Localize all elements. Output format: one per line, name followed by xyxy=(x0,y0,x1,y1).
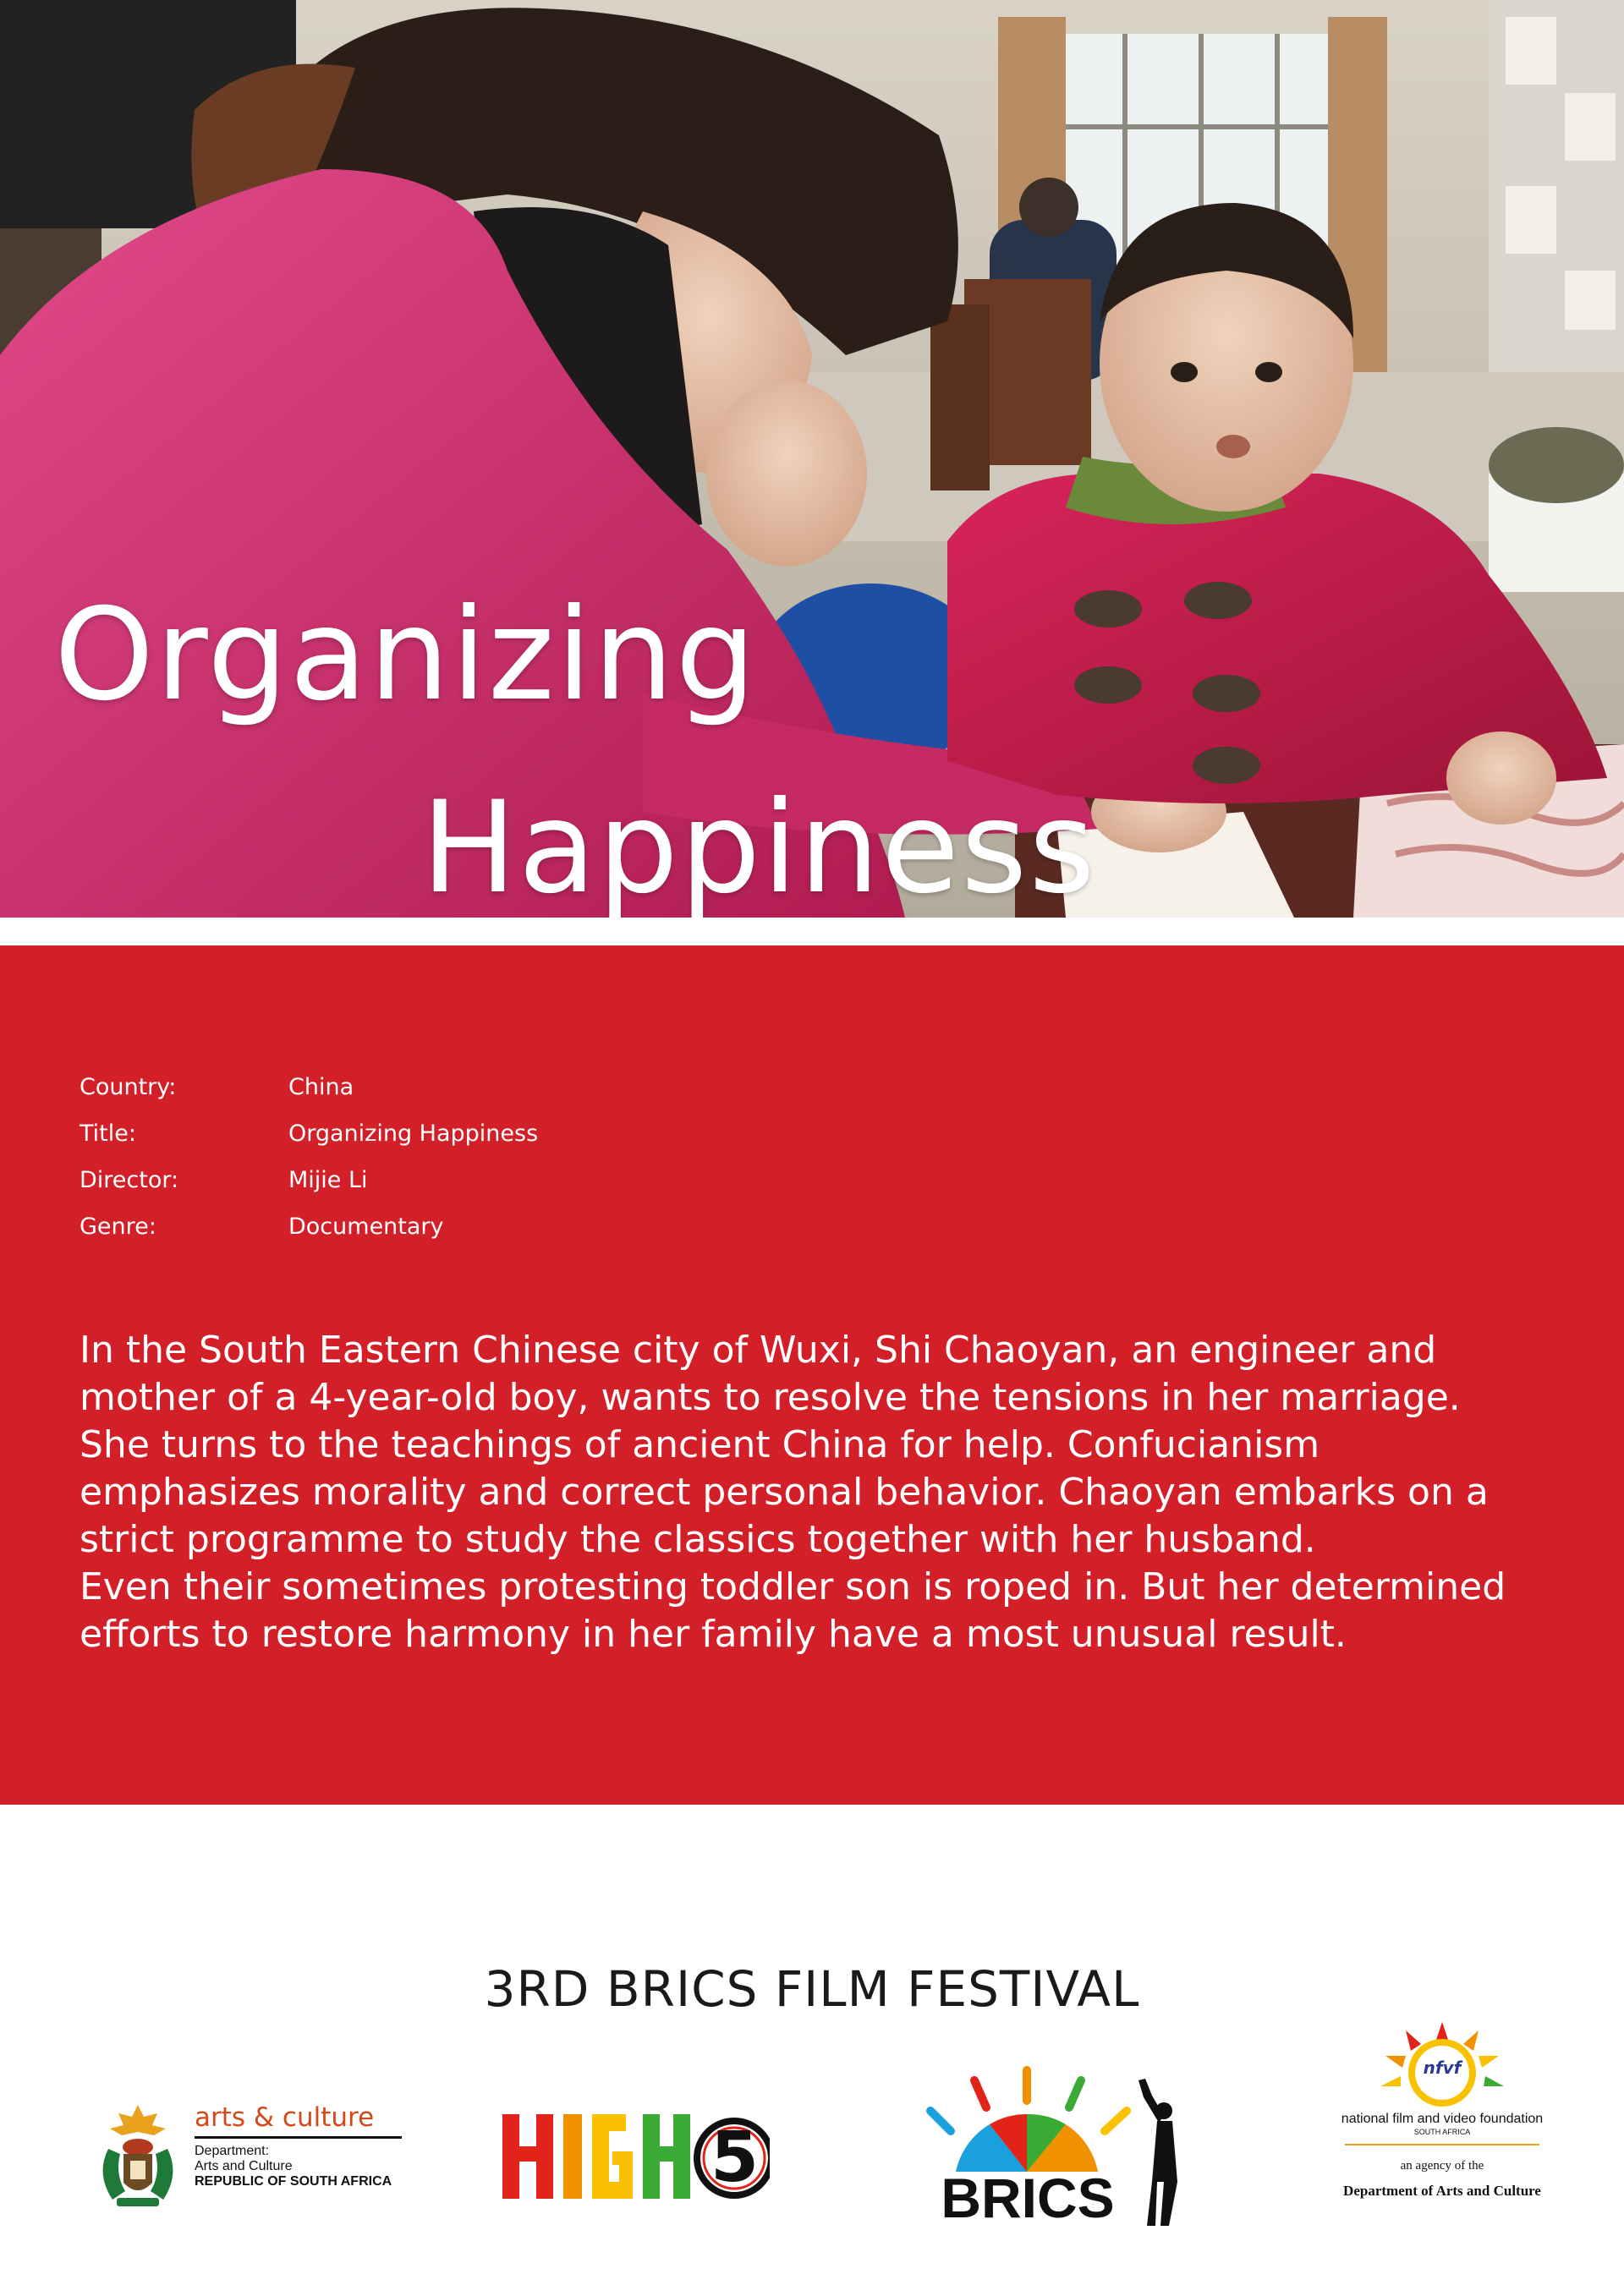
detail-value: Mijie Li xyxy=(288,1167,368,1193)
detail-label: Title: xyxy=(80,1121,136,1147)
synopsis-line: In the South Eastern Chinese city of Wuxi, Shi Chaoyan, an engineer and xyxy=(80,1329,1437,1372)
synopsis-line: efforts to restore harmony in her family have a most unusual result. xyxy=(80,1613,1347,1656)
film-info-panel xyxy=(0,945,1624,1805)
arts-culture-logo xyxy=(91,2094,413,2221)
synopsis-line: strict programme to study the classics together with her husband. xyxy=(80,1518,1316,1561)
dept-name: Arts and Culture xyxy=(195,2159,293,2173)
nfvf-divider xyxy=(1345,2144,1539,2145)
detail-label: Genre: xyxy=(80,1214,156,1240)
festival-heading: 3RD BRICS FILM FESTIVAL xyxy=(484,1960,1140,2018)
synopsis-line: emphasizes morality and correct personal behavior. Chaoyan embarks on a xyxy=(80,1471,1489,1514)
detail-label: Country: xyxy=(80,1074,177,1100)
synopsis-line: mother of a 4-year-old boy, wants to resolve the tensions in her marriage. xyxy=(80,1376,1461,1419)
detail-row-director xyxy=(80,1157,538,1203)
detail-value: Documentary xyxy=(288,1214,444,1240)
detail-label: Director: xyxy=(80,1167,179,1193)
nfvf-country: SOUTH AFRICA xyxy=(1413,2128,1471,2136)
detail-row-country xyxy=(80,1064,538,1110)
synopsis-line: Even their sometimes protesting toddler son is roped in. But her determined xyxy=(80,1565,1506,1608)
synopsis-line: She turns to the teachings of ancient China for help. Confucianism xyxy=(80,1423,1320,1466)
high5-digit: 5 xyxy=(710,2118,760,2198)
high5-logo xyxy=(499,2102,770,2212)
hero-photo xyxy=(0,0,1624,918)
film-details xyxy=(80,1064,538,1250)
film-title-line-1: Organizing xyxy=(54,582,758,729)
coat-of-arms-icon xyxy=(91,2098,184,2217)
film-title-line-2: Happiness xyxy=(421,775,1097,918)
nfvf-logo xyxy=(1320,2017,1565,2254)
detail-value: China xyxy=(288,1074,354,1100)
nfvf-mark-text: nfvf xyxy=(1423,2058,1462,2078)
brics-logo xyxy=(905,2063,1193,2233)
divider xyxy=(195,2136,402,2139)
brics-text: BRICS xyxy=(941,2167,1115,2229)
detail-row-genre xyxy=(80,1203,538,1250)
nfvf-agency-line: an agency of the xyxy=(1400,2159,1484,2173)
arts-culture-brand: arts & culture xyxy=(195,2102,375,2133)
detail-value: Organizing Happiness xyxy=(288,1121,539,1147)
detail-row-title xyxy=(80,1110,538,1157)
synopsis xyxy=(80,1327,1585,1658)
nfvf-name: national film and video foundation xyxy=(1341,2112,1544,2126)
arts-culture-text xyxy=(195,2102,414,2189)
dept-label: Department: xyxy=(195,2144,270,2158)
nfvf-department: Department of Arts and Culture xyxy=(1343,2183,1541,2199)
dept-country: REPUBLIC OF SOUTH AFRICA xyxy=(195,2174,392,2189)
